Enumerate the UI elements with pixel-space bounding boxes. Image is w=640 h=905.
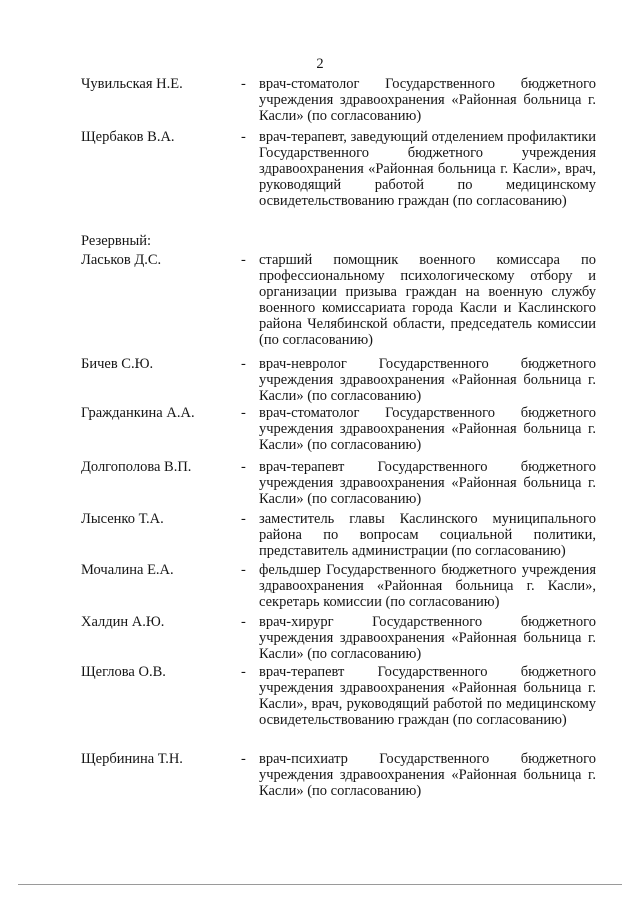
member-description: врач-стоматолог Государственного бюджетного учреждения здравоохранения «Районная больница г. Касли» (по согласованию): [259, 405, 596, 453]
member-description: врач-хирург Государственного бюджетного учреждения здравоохранения «Районная больница г. Касли» (по согласованию): [259, 614, 596, 662]
page-bottom-rule: [18, 884, 622, 885]
member-name: Халдин А.Ю.: [81, 614, 165, 630]
dash-separator: -: [241, 664, 246, 680]
member-description: врач-терапевт Государственного бюджетного учреждения здравоохранения «Районная больница г. Касли» (по согласованию): [259, 459, 596, 507]
member-description: заместитель главы Каслинского муниципального района по вопросам социальной политики, представитель администрации (по согласованию): [259, 511, 596, 559]
member-description: врач-психиатр Государственного бюджетного учреждения здравоохранения «Районная больница г. Касли» (по согласованию): [259, 751, 596, 799]
member-name: Щербинина Т.Н.: [81, 751, 183, 767]
dash-separator: -: [241, 356, 246, 372]
member-name: Гражданкина А.А.: [81, 405, 195, 421]
dash-separator: -: [241, 751, 246, 767]
dash-separator: -: [241, 129, 246, 145]
member-description: врач-стоматолог Государственного бюджетного учреждения здравоохранения «Районная больница г. Касли» (по согласованию): [259, 76, 596, 124]
member-name: Щербаков В.А.: [81, 129, 175, 145]
member-name: Ласьков Д.С.: [81, 252, 162, 268]
member-description: врач-терапевт, заведующий отделением профилактики Государственного бюджетного учреждения здравоохранения «Районная больница г. Касли», врач, руководящий работой по медицинскому освидетельствованию граждан (по согласованию): [259, 129, 596, 209]
dash-separator: -: [241, 511, 246, 527]
member-name: Лысенко Т.А.: [81, 511, 164, 527]
member-description: старший помощник военного комиссара по профессиональному психологическому отбору и организации призыва граждан на военную службу военного комиссариата города Касли и Каслинского района Челябинской области, председатель комиссии (по согласованию): [259, 252, 596, 348]
member-name: Бичев С.Ю.: [81, 356, 154, 372]
dash-separator: -: [241, 562, 246, 578]
member-description: врач-терапевт Государственного бюджетного учреждения здравоохранения «Районная больница г. Касли», врач, руководящий работой по медицинскому освидетельствованию граждан (по согласованию): [259, 664, 596, 728]
member-name: Чувильская Н.Е.: [81, 76, 183, 92]
member-description: врач-невролог Государственного бюджетного учреждения здравоохранения «Районная больница г. Касли» (по согласованию): [259, 356, 596, 404]
reserve-section-label: Резервный:: [81, 233, 152, 249]
dash-separator: -: [241, 76, 246, 92]
member-description: фельдшер Государственного бюджетного учреждения здравоохранения «Районная больница г. Касли», секретарь комиссии (по согласованию): [259, 562, 596, 610]
dash-separator: -: [241, 405, 246, 421]
page-number: 2: [316, 56, 324, 72]
dash-separator: -: [241, 252, 246, 268]
dash-separator: -: [241, 614, 246, 630]
member-name: Долгополова В.П.: [81, 459, 192, 475]
member-name: Щеглова О.В.: [81, 664, 166, 680]
dash-separator: -: [241, 459, 246, 475]
member-name: Мочалина Е.А.: [81, 562, 174, 578]
